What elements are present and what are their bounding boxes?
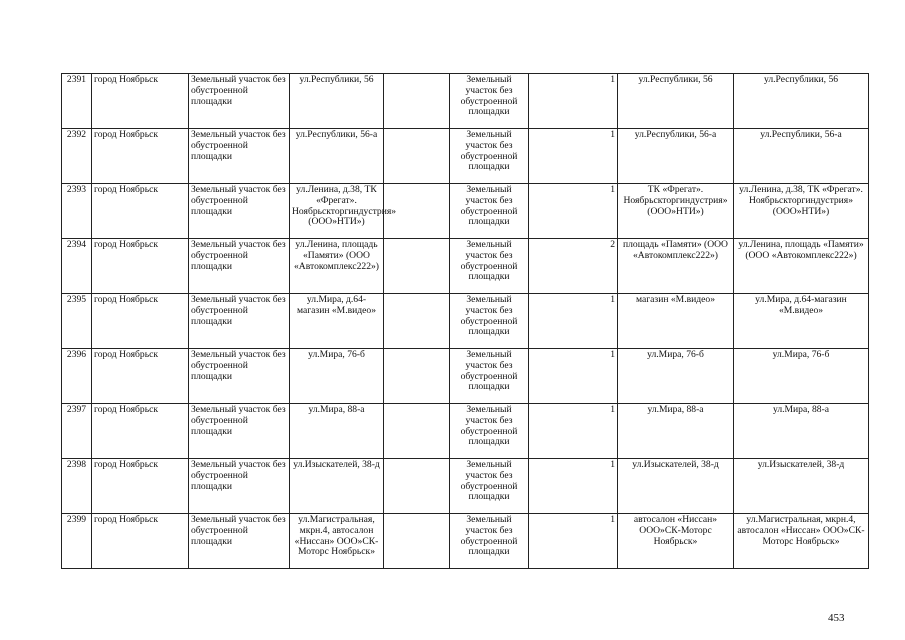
registry-table <box>61 73 869 569</box>
row-number-cell: 2399 <box>62 514 92 569</box>
address-cell: ул.Ленина, д.38, ТК «Фрегат». Ноябрьскторгиндустрия» (ООО»НТИ») <box>290 184 384 239</box>
object-kind-cell: Земельный участок без обустроенной площадки <box>450 74 529 129</box>
row-number-cell: 2398 <box>62 459 92 514</box>
location-cell: ул.Мира, 76-б <box>618 349 734 404</box>
table-row <box>62 184 869 239</box>
full-address-cell: ул.Мира, 88-а <box>734 404 869 459</box>
table-row <box>62 74 869 129</box>
blank-cell <box>384 74 450 129</box>
address-cell: ул.Республики, 56-а <box>290 129 384 184</box>
city-cell: город Ноябрьск <box>92 349 189 404</box>
city-cell: город Ноябрьск <box>92 294 189 349</box>
count-cell: 2 <box>529 239 618 294</box>
location-cell: ул.Республики, 56-а <box>618 129 734 184</box>
location-cell: магазин «М.видео» <box>618 294 734 349</box>
full-address-cell: ул.Магистральная, мкрн.4, автосалон «Ниссан» ООО»СК-Моторс Ноябрьск» <box>734 514 869 569</box>
blank-cell <box>384 514 450 569</box>
object-type-cell: Земельный участок без обустроенной площадки <box>189 404 290 459</box>
row-number-cell: 2394 <box>62 239 92 294</box>
object-type-cell: Земельный участок без обустроенной площадки <box>189 184 290 239</box>
count-cell: 1 <box>529 74 618 129</box>
blank-cell <box>384 239 450 294</box>
location-cell: площадь «Памяти» (ООО «Автокомплекс222») <box>618 239 734 294</box>
address-cell: ул.Ленина, площадь «Памяти» (ООО «Автокомплекс222») <box>290 239 384 294</box>
row-number-cell: 2393 <box>62 184 92 239</box>
table-body <box>62 74 869 569</box>
row-number-cell: 2392 <box>62 129 92 184</box>
city-cell: город Ноябрьск <box>92 404 189 459</box>
full-address-cell: ул.Ленина, д.38, ТК «Фрегат». Ноябрьскторгиндустрия» (ООО»НТИ») <box>734 184 869 239</box>
row-number-cell: 2397 <box>62 404 92 459</box>
row-number-cell: 2396 <box>62 349 92 404</box>
count-cell: 1 <box>529 404 618 459</box>
city-cell: город Ноябрьск <box>92 74 189 129</box>
table-row <box>62 514 869 569</box>
object-type-cell: Земельный участок без обустроенной площадки <box>189 349 290 404</box>
table-row <box>62 404 869 459</box>
address-cell: ул.Изыскателей, 38-д <box>290 459 384 514</box>
full-address-cell: ул.Изыскателей, 38-д <box>734 459 869 514</box>
address-cell: ул.Мира, 88-а <box>290 404 384 459</box>
object-type-cell: Земельный участок без обустроенной площадки <box>189 239 290 294</box>
page-number: 453 <box>828 612 845 624</box>
city-cell: город Ноябрьск <box>92 239 189 294</box>
full-address-cell: ул.Ленина, площадь «Памяти» (ООО «Автокомплекс222») <box>734 239 869 294</box>
address-cell: ул.Республики, 56 <box>290 74 384 129</box>
object-kind-cell: Земельный участок без обустроенной площадки <box>450 184 529 239</box>
location-cell: ул.Изыскателей, 38-д <box>618 459 734 514</box>
row-number-cell: 2391 <box>62 74 92 129</box>
count-cell: 1 <box>529 129 618 184</box>
address-cell: ул.Мира, 76-б <box>290 349 384 404</box>
count-cell: 1 <box>529 184 618 239</box>
blank-cell <box>384 404 450 459</box>
table-row <box>62 129 869 184</box>
city-cell: город Ноябрьск <box>92 129 189 184</box>
city-cell: город Ноябрьск <box>92 514 189 569</box>
row-number-cell: 2395 <box>62 294 92 349</box>
object-type-cell: Земельный участок без обустроенной площадки <box>189 74 290 129</box>
table-row <box>62 294 869 349</box>
table-row <box>62 349 869 404</box>
location-cell: ТК «Фрегат». Ноябрьскторгиндустрия» (ООО»НТИ») <box>618 184 734 239</box>
full-address-cell: ул.Мира, 76-б <box>734 349 869 404</box>
count-cell: 1 <box>529 459 618 514</box>
full-address-cell: ул.Республики, 56 <box>734 74 869 129</box>
object-kind-cell: Земельный участок без обустроенной площадки <box>450 239 529 294</box>
object-kind-cell: Земельный участок без обустроенной площадки <box>450 514 529 569</box>
object-kind-cell: Земельный участок без обустроенной площадки <box>450 129 529 184</box>
blank-cell <box>384 129 450 184</box>
object-kind-cell: Земельный участок без обустроенной площадки <box>450 404 529 459</box>
blank-cell <box>384 459 450 514</box>
location-cell: ул.Мира, 88-а <box>618 404 734 459</box>
full-address-cell: ул.Мира, д.64-магазин «М.видео» <box>734 294 869 349</box>
count-cell: 1 <box>529 349 618 404</box>
object-type-cell: Земельный участок без обустроенной площадки <box>189 294 290 349</box>
table-row <box>62 459 869 514</box>
object-kind-cell: Земельный участок без обустроенной площадки <box>450 349 529 404</box>
location-cell: ул.Республики, 56 <box>618 74 734 129</box>
table-row <box>62 239 869 294</box>
blank-cell <box>384 294 450 349</box>
object-type-cell: Земельный участок без обустроенной площадки <box>189 459 290 514</box>
city-cell: город Ноябрьск <box>92 184 189 239</box>
address-cell: ул.Мира, д.64-магазин «М.видео» <box>290 294 384 349</box>
blank-cell <box>384 349 450 404</box>
object-kind-cell: Земельный участок без обустроенной площадки <box>450 294 529 349</box>
full-address-cell: ул.Республики, 56-а <box>734 129 869 184</box>
object-kind-cell: Земельный участок без обустроенной площадки <box>450 459 529 514</box>
count-cell: 1 <box>529 514 618 569</box>
count-cell: 1 <box>529 294 618 349</box>
address-cell: ул.Магистральная, мкрн.4, автосалон «Ниссан» ООО»СК-Моторс Ноябрьск» <box>290 514 384 569</box>
object-type-cell: Земельный участок без обустроенной площадки <box>189 514 290 569</box>
object-type-cell: Земельный участок без обустроенной площадки <box>189 129 290 184</box>
city-cell: город Ноябрьск <box>92 459 189 514</box>
location-cell: автосалон «Ниссан» ООО»СК-Моторс Ноябрьск» <box>618 514 734 569</box>
